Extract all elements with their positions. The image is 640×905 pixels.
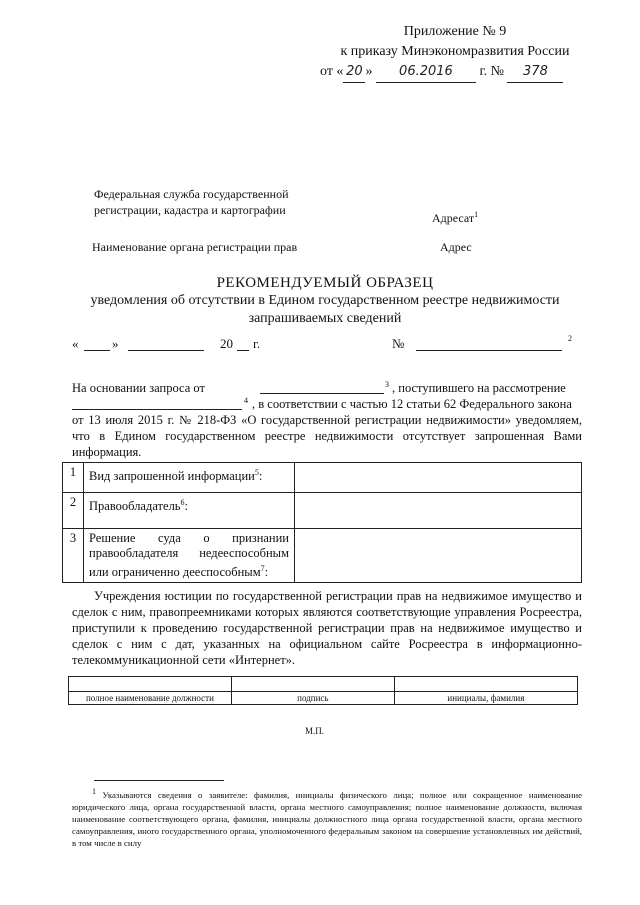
open-quote: « bbox=[72, 336, 79, 351]
date-prefix: от « bbox=[320, 64, 344, 79]
table-row bbox=[63, 493, 582, 529]
row-label bbox=[84, 529, 295, 583]
signature-fields-row bbox=[69, 677, 578, 692]
year-prefix: 20 bbox=[220, 336, 233, 351]
row-label-colon: : bbox=[258, 469, 263, 484]
number-footnote-ref: 2 bbox=[568, 334, 572, 343]
row-footnote-ref: 7 bbox=[260, 564, 265, 573]
addressee-label bbox=[432, 210, 478, 226]
row-label bbox=[84, 493, 295, 529]
day-blank bbox=[84, 336, 110, 351]
notice-paragraph bbox=[72, 380, 582, 460]
row-value-cell[interactable] bbox=[295, 529, 582, 583]
requested-info-table bbox=[62, 462, 582, 583]
handwritten-day: 20 bbox=[343, 62, 365, 83]
sender-org-line2: регистрации, кадастра и картографии bbox=[94, 203, 286, 217]
row-label bbox=[84, 463, 295, 493]
signature-caption: подпись bbox=[231, 692, 394, 705]
receiver-blank bbox=[72, 397, 242, 410]
addressee-text: Адресат bbox=[432, 211, 475, 225]
request-date-blank bbox=[260, 381, 384, 394]
paragraph-rest: от 13 июля 2015 г. № 218-ФЗ «О государственной регистрации недвижимости» уведомляем, что в Едином государственном реестре недвижимости отсутствует запрошенная Вами информация. bbox=[72, 413, 582, 459]
document-title-block bbox=[70, 275, 580, 328]
sender-organization bbox=[94, 186, 344, 218]
notice-date-number-line bbox=[72, 336, 582, 358]
handwritten-number: 378 bbox=[507, 62, 563, 83]
signature-captions-row bbox=[69, 692, 578, 705]
sender-org-line1: Федеральная служба государственной bbox=[94, 187, 289, 201]
name-field[interactable] bbox=[394, 677, 577, 692]
footnote-number: 1 bbox=[92, 787, 96, 796]
handwritten-month-year: 06.2016 bbox=[376, 62, 476, 83]
row-value-cell[interactable] bbox=[295, 493, 582, 529]
paragraph-line2 bbox=[72, 396, 582, 412]
footnote-divider bbox=[94, 780, 224, 781]
row-label-text: Вид запрошенной информации bbox=[89, 469, 255, 484]
document-subtitle-line1: уведомления об отсутствии в Едином государственном реестре недвижимости bbox=[90, 293, 560, 308]
close-quote: » bbox=[112, 336, 119, 351]
number-blank bbox=[416, 336, 562, 351]
row-label-colon: : bbox=[264, 565, 269, 580]
footnote-text: Указываются сведения о заявителе: фамилия, инициалы физического лица; полное или сокращенное наименование юридического лица, органа государственной власти, органа местного самоуправления; полное наименование должности, включая наименование соответствующего органа, фамилия, инициалы должностного лица органа государственной власти, органа местного самоуправления, иного государственного органа, уполномоченного федеральным законом на совершение установленных им действий, в том числе в силу bbox=[72, 789, 582, 848]
position-field[interactable] bbox=[69, 677, 232, 692]
received-text: , поступившего на рассмотрение bbox=[392, 381, 566, 395]
footnote-ref-3: 3 bbox=[385, 380, 389, 389]
footnote-ref-4: 4 bbox=[244, 396, 248, 405]
row-number: 1 bbox=[63, 463, 84, 493]
law-reference-text: , в соответствии с частью 12 статьи 62 Федерального закона bbox=[252, 397, 572, 411]
table-row bbox=[63, 529, 582, 583]
name-caption: инициалы, фамилия bbox=[394, 692, 577, 705]
year-number-label: г. № bbox=[479, 64, 504, 79]
row-footnote-ref: 6 bbox=[180, 498, 185, 507]
registration-organ-name: Наименование органа регистрации прав bbox=[92, 240, 298, 254]
row-value-cell[interactable] bbox=[295, 463, 582, 493]
position-caption: полное наименование должности bbox=[69, 692, 232, 705]
number-sign: № bbox=[392, 336, 405, 351]
footnote-1 bbox=[72, 786, 582, 849]
request-basis-text: На основании запроса от bbox=[72, 381, 205, 395]
address-label: Адрес bbox=[440, 240, 472, 254]
signature-field[interactable] bbox=[231, 677, 394, 692]
order-reference: к приказу Минэкономразвития России bbox=[340, 44, 570, 59]
row-footnote-ref: 5 bbox=[254, 468, 259, 477]
date-separator: » bbox=[365, 64, 373, 79]
row-number: 2 bbox=[63, 493, 84, 529]
row-number: 3 bbox=[63, 529, 84, 583]
table-row bbox=[63, 463, 582, 493]
addressee-footnote-ref: 1 bbox=[474, 210, 479, 219]
month-blank bbox=[128, 336, 204, 351]
document-title: РЕКОМЕНДУЕМЫЙ ОБРАЗЕЦ bbox=[216, 275, 434, 291]
appendix-header bbox=[320, 22, 590, 83]
justice-institutions-paragraph: Учреждения юстиции по государственной регистрации прав на недвижимое имущество и сделок с ним, правопреемниками которых являются соответствующие управления Росреестра, приступили к проведению государственной регистрации прав на недвижимое имущество и сделок с ним с дат, указанных на официальном сайте Росреестра в информационно-телекоммуникационной сети «Интернет». bbox=[72, 589, 582, 667]
appendix-title: Приложение № 9 bbox=[403, 24, 507, 39]
row-label-text: Правообладатель bbox=[89, 499, 181, 514]
row-label-colon: : bbox=[184, 499, 188, 514]
year-suffix: г. bbox=[253, 336, 261, 351]
signature-table bbox=[68, 676, 578, 705]
order-date-line bbox=[320, 62, 590, 83]
stamp-place: М.П. bbox=[305, 726, 325, 736]
year-blank bbox=[237, 336, 249, 351]
row-label-text: Решение суда о признании правообладателя недееспособным или ограниченно дееспособным bbox=[89, 531, 289, 580]
document-subtitle-line2: запрашиваемых сведений bbox=[248, 311, 402, 326]
paragraph-line1 bbox=[72, 380, 582, 396]
